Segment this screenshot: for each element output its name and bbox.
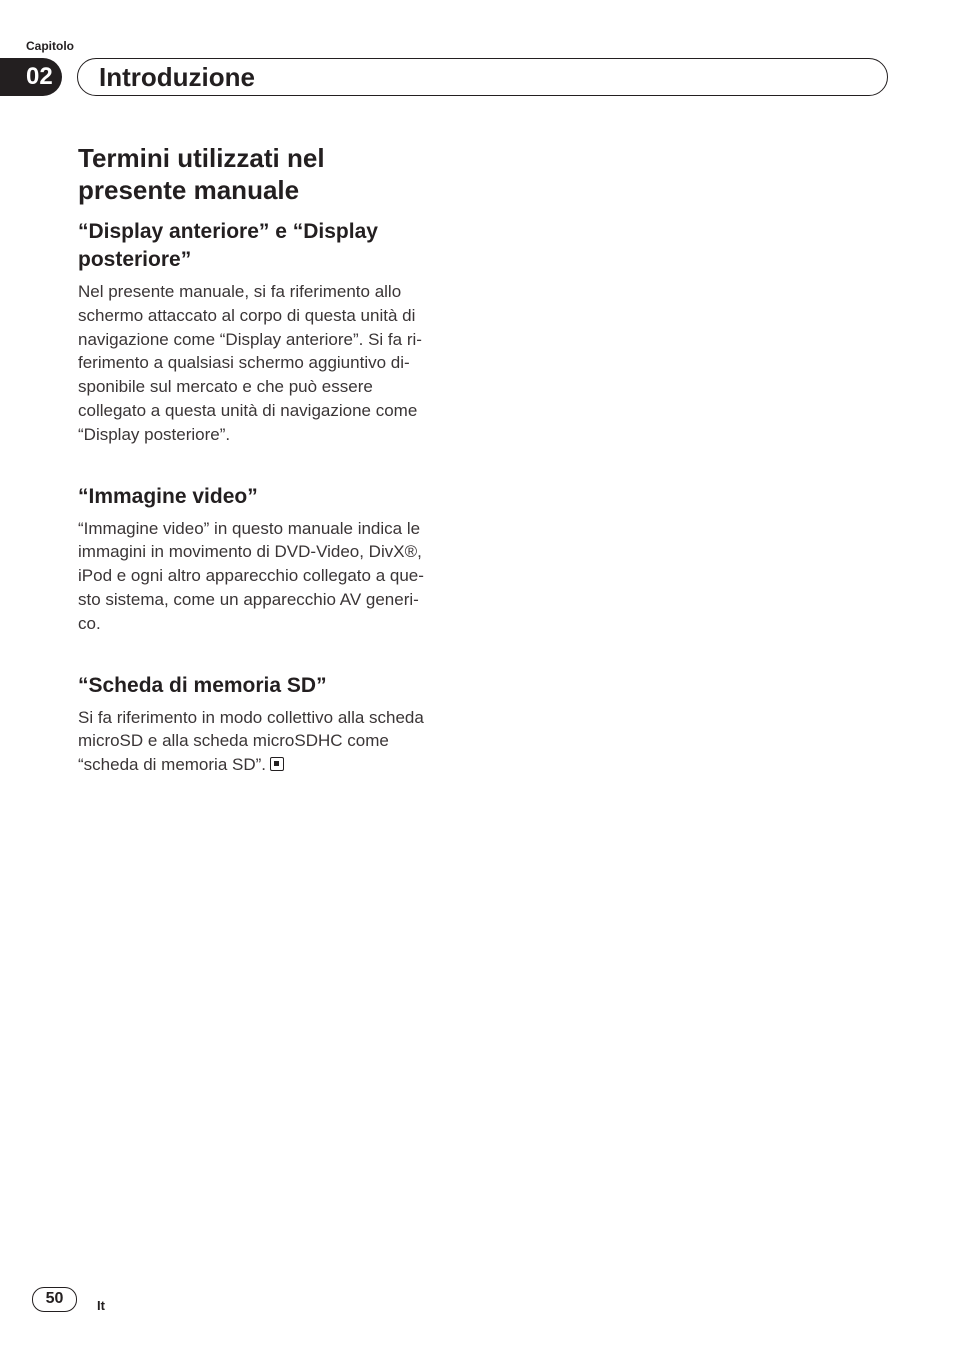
text-line: schermo attaccato al corpo di questa unità di <box>78 305 416 325</box>
page-number: 50 <box>32 1287 77 1312</box>
section-heading-line-1: “Scheda di memoria SD” <box>78 673 327 697</box>
section-heading-line-1: “Display anteriore” e “Display <box>78 220 378 243</box>
main-content <box>78 142 468 777</box>
chapter-label: Capitolo <box>26 39 74 53</box>
page-title-line-2: presente manuale <box>78 175 300 205</box>
section-heading-sd-card <box>78 672 468 700</box>
page-title-line-1: Termini utilizzati nel <box>78 143 325 173</box>
text-line: Si fa riferimento in modo collettivo alla scheda <box>78 707 424 727</box>
chapter-title: Introduzione <box>99 62 255 92</box>
page-title <box>78 142 468 206</box>
text-line: sponibile sul mercato e che può essere <box>78 377 373 397</box>
text-line: iPod e ogni altro apparecchio collegato a que- <box>78 566 424 586</box>
section-heading-line-2: posteriore” <box>78 248 192 271</box>
text-line: navigazione come “Display anteriore”. Si fa ri- <box>78 329 422 349</box>
text-line: Nel presente manuale, si fa riferimento allo <box>78 282 402 301</box>
end-of-section-icon <box>270 757 284 771</box>
language-code: It <box>97 1298 105 1313</box>
text-line: sto sistema, come un apparecchio AV generi- <box>78 589 419 609</box>
section-heading-line-1: “Immagine video” <box>78 484 258 508</box>
text-line: “Immagine video” in questo manuale indica le <box>78 518 421 538</box>
chapter-number-badge: 02 <box>0 58 62 96</box>
text-line: immagini in movimento di DVD-Video, DivX®, <box>78 542 422 562</box>
text-line: “Display posteriore”. <box>78 424 231 444</box>
section-heading-video <box>78 483 468 511</box>
text-line: co. <box>78 613 101 633</box>
text-line: microSD e alla scheda microSDHC come <box>78 731 389 751</box>
text-line: collegato a questa unità di navigazione come <box>78 400 418 420</box>
section-text-video <box>78 517 468 636</box>
section-text-sd-card <box>78 706 468 777</box>
section-text-display <box>78 280 468 447</box>
text-line: “scheda di memoria SD”. <box>78 755 267 775</box>
text-line: ferimento a qualsiasi schermo aggiuntivo di- <box>78 353 410 373</box>
section-heading-display <box>78 218 468 274</box>
